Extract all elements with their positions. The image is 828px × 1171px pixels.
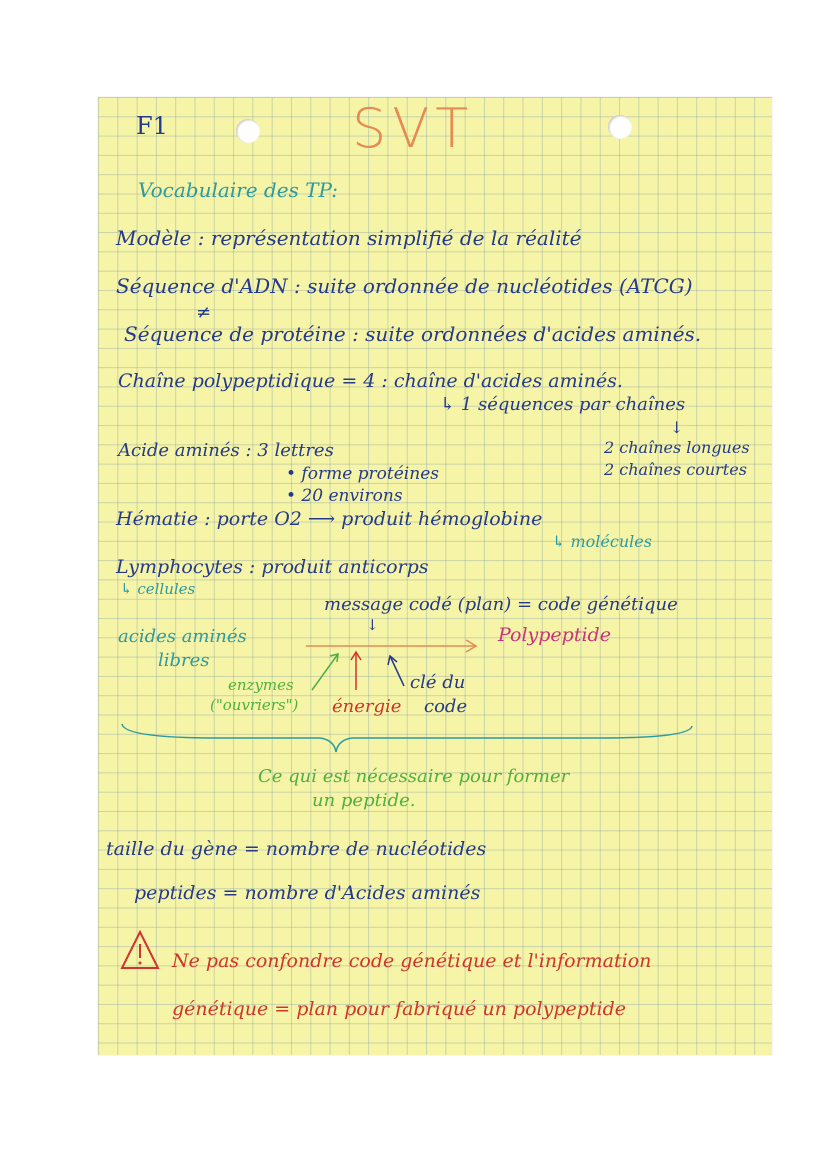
label-message-code: message codé (plan) = code génétique (324, 594, 678, 615)
label-libres: libres (158, 650, 210, 671)
bullet-20-environ: • 20 environs (286, 486, 403, 506)
note-chaines-longues: 2 chaînes longues (604, 438, 750, 457)
corner-label: F1 (136, 112, 168, 140)
definition-peptides: peptides = nombre d'Acides aminés (134, 882, 481, 904)
definition-sequence-proteine: Séquence de protéine : suite ordonnées d'acides aminés. (124, 322, 702, 346)
definition-modele: Modèle : représentation simplifié de la réalité (116, 226, 582, 250)
label-cle-du: clé du (410, 672, 466, 693)
definition-taille-gene: taille du gène = nombre de nucléotides (106, 838, 487, 860)
down-arrow: ↓ (670, 418, 684, 437)
definition-acide-amine: Acide aminés : 3 lettres (118, 440, 334, 461)
warning-line-1: Ne pas confondre code génétique et l'information (172, 950, 652, 972)
page-title: SVT (352, 97, 475, 160)
note-chaines-courtes: 2 chaînes courtes (604, 460, 747, 479)
note-necessaire-line-2: un peptide. (312, 790, 416, 811)
note-sequences-par-chaine: ↳ 1 séquences par chaînes (440, 394, 686, 415)
note-molecules: ↳ molécules (552, 532, 652, 551)
label-code: code (424, 696, 468, 717)
definition-hematie: Hématie : porte O2 ⟶ produit hémoglobine (116, 508, 543, 530)
bullet-forme-proteines: • forme protéines (286, 464, 439, 484)
not-equal-sign: ≠ (196, 302, 212, 323)
section-title: Vocabulaire des TP: (138, 178, 339, 202)
label-enzymes: enzymes (228, 676, 294, 694)
note-cellules: ↳ cellules (120, 580, 196, 598)
label-acides-amines: acides aminés (118, 626, 247, 647)
label-energie: énergie (332, 696, 402, 717)
label-polypeptide: Polypeptide (498, 624, 611, 646)
down-arrow-small: ↓ (366, 616, 379, 634)
definition-chaine-polypeptidique: Chaîne polypeptidique = 4 : chaîne d'acides aminés. (118, 370, 623, 392)
note-necessaire-line-1: Ce qui est nécessaire pour former (258, 766, 570, 787)
definition-lymphocytes: Lymphocytes : produit anticorps (116, 556, 429, 578)
label-ouvriers: ("ouvriers") (210, 696, 299, 714)
definition-sequence-adn: Séquence d'ADN : suite ordonnée de nucléotides (ATCG) (116, 274, 693, 298)
warning-line-2: génétique = plan pour fabriqué un polypeptide (172, 998, 627, 1020)
